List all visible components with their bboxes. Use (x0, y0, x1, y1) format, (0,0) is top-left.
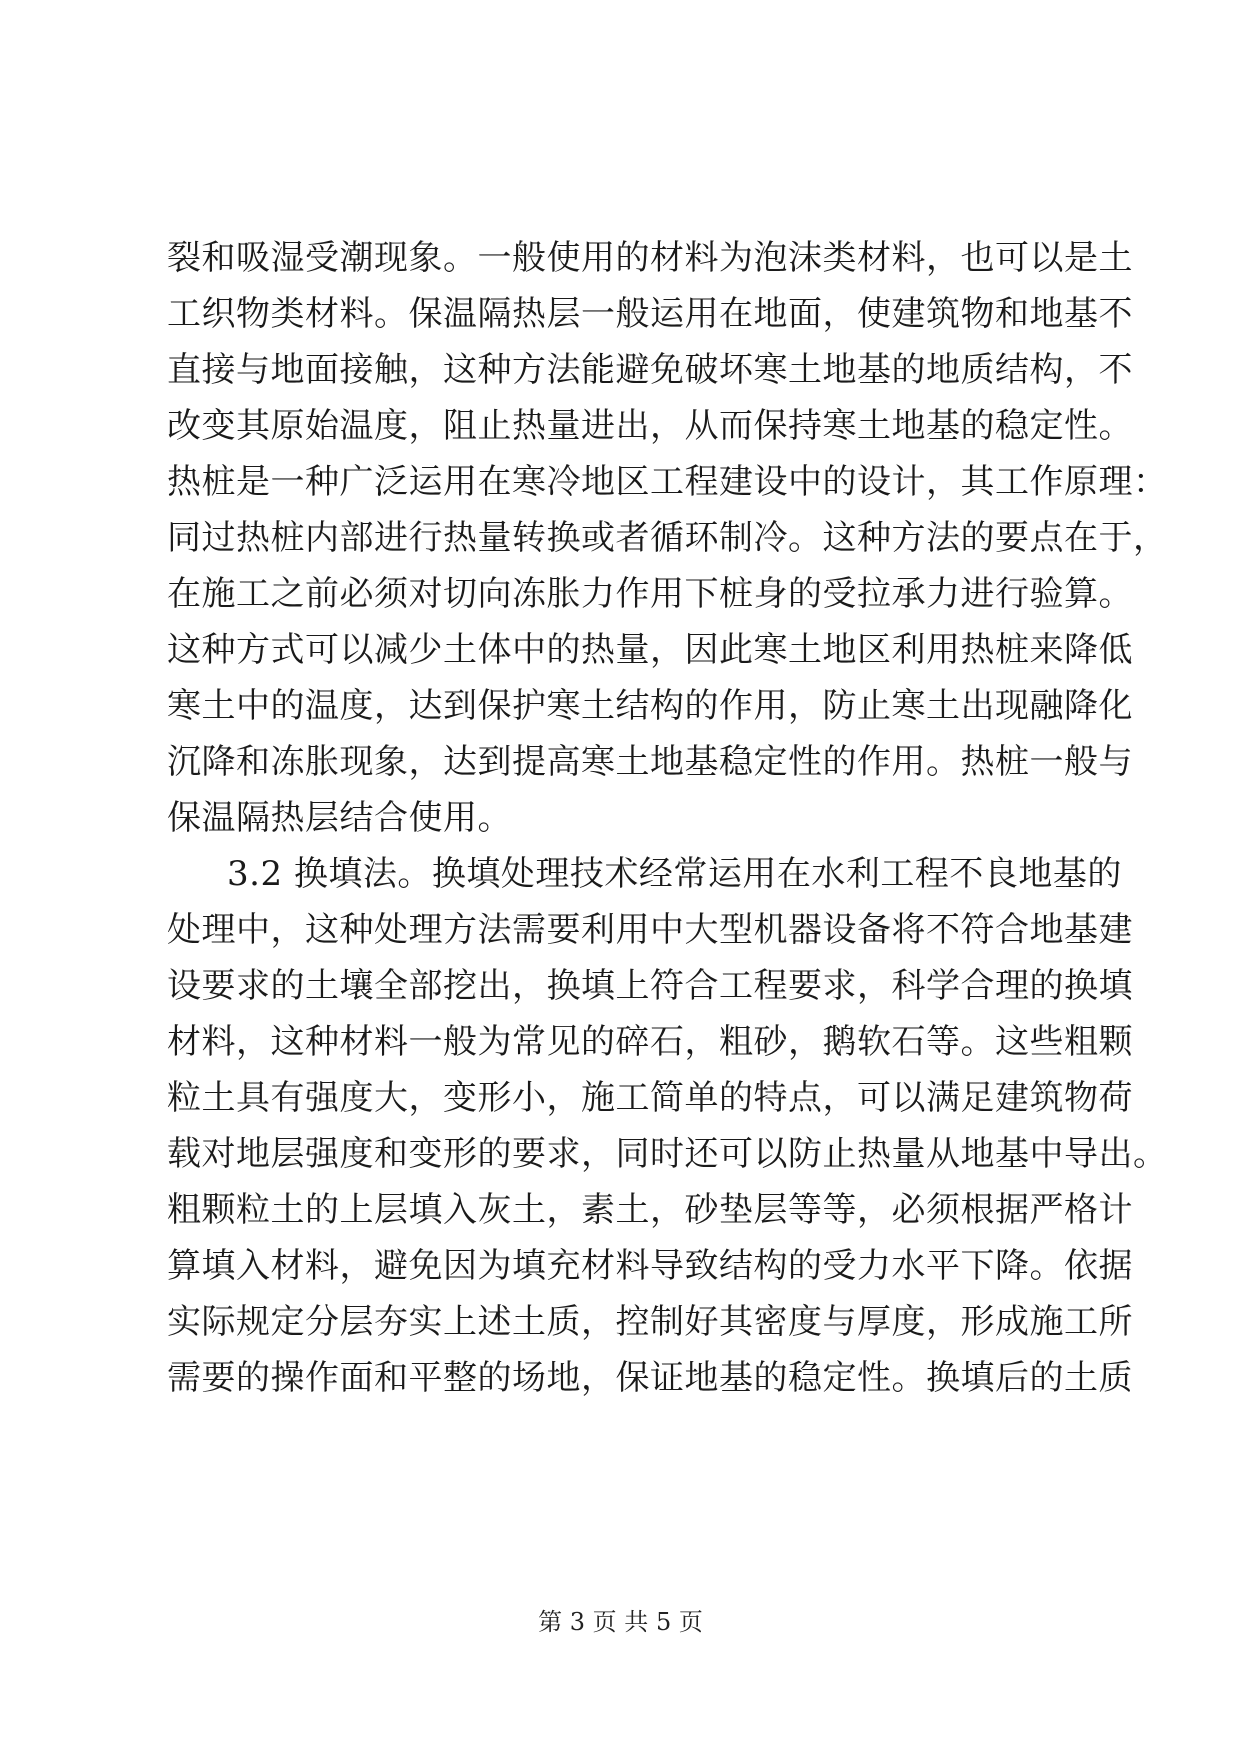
text-line: 在施工之前必须对切向冻胀力作用下桩身的受拉承力进行验算。 (167, 574, 1133, 614)
text-line: 算填入材料，避免因为填充材料导致结构的受力水平下降。依据 (167, 1246, 1133, 1286)
text-line: 设要求的土壤全部挖出，换填上符合工程要求，科学合理的换填 (167, 966, 1133, 1006)
text-line: 改变其原始温度，阻止热量进出，从而保持寒土地基的稳定性。 (167, 406, 1133, 446)
text-line: 沉降和冻胀现象，达到提高寒土地基稳定性的作用。热桩一般与 (167, 742, 1133, 782)
text-line: 实际规定分层夯实上述土质，控制好其密度与厚度，形成施工所 (167, 1302, 1133, 1342)
text-line: 工织物类材料。保温隔热层一般运用在地面，使建筑物和地基不 (167, 294, 1133, 334)
text-line: 需要的操作面和平整的场地，保证地基的稳定性。换填后的土质 (167, 1358, 1133, 1398)
text-line: 这种方式可以减少土体中的热量，因此寒土地区利用热桩来降低 (167, 630, 1133, 670)
text-line: 材料，这种材料一般为常见的碎石，粗砂，鹅软石等。这些粗颗 (167, 1022, 1133, 1062)
text-line: 直接与地面接触，这种方法能避免破坏寒土地基的地质结构，不 (167, 350, 1133, 390)
text-line: 裂和吸湿受潮现象。一般使用的材料为泡沫类材料，也可以是土 (167, 238, 1133, 278)
text-line: 粗颗粒土的上层填入灰土，素土，砂垫层等等，必须根据严格计 (167, 1190, 1133, 1230)
page-number-footer: 第 3 页 共 5 页 (538, 1608, 703, 1636)
text-line: 保温隔热层结合使用。 (167, 798, 512, 838)
text-line: 粒土具有强度大，变形小，施工简单的特点，可以满足建筑物荷 (167, 1078, 1133, 1118)
text-line: 热桩是一种广泛运用在寒冷地区工程建设中的设计，其工作原理： (167, 462, 1168, 502)
text-line: 处理中，这种处理方法需要利用中大型机器设备将不符合地基建 (167, 910, 1133, 950)
text-line: 载对地层强度和变形的要求，同时还可以防止热量从地基中导出。 (167, 1134, 1168, 1174)
text-line: 寒土中的温度，达到保护寒土结构的作用，防止寒土出现融降化 (167, 686, 1133, 726)
text-line: 同过热桩内部进行热量转换或者循环制冷。这种方法的要点在于， (167, 518, 1168, 558)
section-heading-line: 3.2 换填法。换填处理技术经常运用在水利工程不良地基的 (227, 854, 1122, 894)
